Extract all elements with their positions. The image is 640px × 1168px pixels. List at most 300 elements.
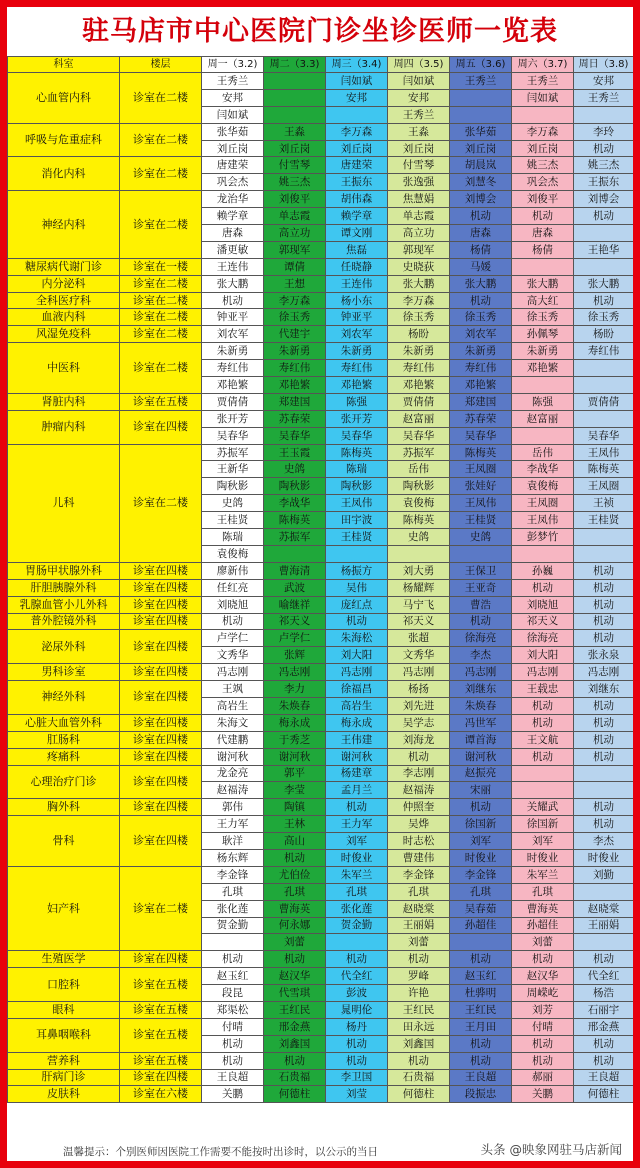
- table-row: [8, 681, 634, 698]
- doctor-cell: 邓艳繁: [264, 377, 326, 394]
- table-body: [8, 73, 634, 1103]
- doctor-cell: 高山: [264, 833, 326, 850]
- doctor-cell: 王秀兰: [450, 73, 512, 90]
- doctor-cell: 苏春荣: [450, 410, 512, 427]
- doctor-cell: 王良超: [574, 1069, 634, 1086]
- doctor-cell: 安邦: [574, 73, 634, 90]
- doctor-cell: 刘农军: [202, 326, 264, 343]
- watermark: 头条 @映象网驻马店新闻: [478, 1138, 625, 1160]
- column-header: 周一（3.2): [202, 57, 264, 73]
- doctor-cell: 机动: [574, 799, 634, 816]
- department-name: 肛肠科: [8, 731, 120, 748]
- doctor-cell: 陈强: [326, 393, 388, 410]
- doctor-cell: 机动: [388, 951, 450, 968]
- doctor-cell: 李杰: [450, 647, 512, 664]
- column-header: 周六（3.7): [512, 57, 574, 73]
- department-name: 肾脏内科: [8, 393, 120, 410]
- doctor-cell: 郭现军: [264, 241, 326, 258]
- department-floor: 诊室在四楼: [120, 951, 202, 968]
- doctor-cell: 于秀芝: [264, 731, 326, 748]
- column-header: 周三（3.4): [326, 57, 388, 73]
- doctor-cell: 苏振军: [264, 529, 326, 546]
- doctor-cell: 时俊业: [450, 849, 512, 866]
- doctor-cell: 寿红伟: [326, 360, 388, 377]
- doctor-cell: 祁天义: [264, 613, 326, 630]
- doctor-cell: 唐森: [512, 225, 574, 242]
- doctor-cell: 机动: [574, 596, 634, 613]
- doctor-cell: 冯世军: [450, 714, 512, 731]
- doctor-cell: 李杰: [574, 833, 634, 850]
- doctor-cell: 王桂贤: [450, 512, 512, 529]
- doctor-cell: [264, 73, 326, 90]
- doctor-cell: [450, 89, 512, 106]
- department-name: 胸外科: [8, 799, 120, 816]
- doctor-cell: 邓艳繁: [388, 377, 450, 394]
- department-name: 呼吸与危重症科: [8, 123, 120, 157]
- doctor-cell: 王玉霞: [264, 444, 326, 461]
- doctor-cell: 吴烨: [388, 816, 450, 833]
- doctor-cell: 马媛: [450, 258, 512, 275]
- department-floor: 诊室在二楼: [120, 123, 202, 157]
- doctor-cell: 朱焕春: [450, 697, 512, 714]
- doctor-cell: 姚三杰: [574, 157, 634, 174]
- doctor-cell: [512, 765, 574, 782]
- doctor-cell: 杨东辉: [202, 849, 264, 866]
- doctor-cell: 时俊业: [326, 849, 388, 866]
- doctor-cell: 孙超佳: [512, 917, 574, 934]
- doctor-cell: 王秀兰: [574, 89, 634, 106]
- doctor-cell: 徐海亮: [512, 630, 574, 647]
- department-floor: 诊室在二楼: [120, 866, 202, 950]
- doctor-cell: 机动: [202, 292, 264, 309]
- doctor-cell: 张开芳: [326, 410, 388, 427]
- department-name: 心理治疗门诊: [8, 765, 120, 799]
- doctor-cell: 刘军: [512, 833, 574, 850]
- doctor-cell: [264, 106, 326, 123]
- doctor-cell: 孔琪: [388, 883, 450, 900]
- doctor-cell: 王淼: [388, 123, 450, 140]
- department-floor: 诊室在四楼: [120, 630, 202, 664]
- doctor-cell: 赵晓棠: [388, 900, 450, 917]
- doctor-cell: 机动: [326, 1052, 388, 1069]
- doctor-cell: 钟亚平: [326, 309, 388, 326]
- table-row: [8, 664, 634, 681]
- table-row: [8, 123, 634, 140]
- doctor-cell: 喻继祥: [264, 596, 326, 613]
- doctor-cell: 史晓荻: [388, 258, 450, 275]
- doctor-cell: 王文航: [512, 731, 574, 748]
- doctor-cell: 曹海清: [264, 562, 326, 579]
- department-floor: 诊室在四楼: [120, 816, 202, 867]
- doctor-cell: 曹海英: [264, 900, 326, 917]
- doctor-cell: 史鸽: [264, 461, 326, 478]
- doctor-cell: 机动: [326, 1035, 388, 1052]
- doctor-cell: 贾倩倩: [202, 393, 264, 410]
- doctor-cell: 时志松: [388, 833, 450, 850]
- doctor-cell: 冯志刚: [512, 664, 574, 681]
- doctor-cell: 田永远: [388, 1018, 450, 1035]
- doctor-cell: 机动: [512, 1035, 574, 1052]
- table-row: [8, 191, 634, 208]
- doctor-cell: 尤伯俭: [264, 866, 326, 883]
- doctor-cell: 郑建国: [450, 393, 512, 410]
- doctor-cell: 赵福涛: [388, 782, 450, 799]
- doctor-cell: 机动: [574, 613, 634, 630]
- department-name: 中医科: [8, 343, 120, 394]
- department-floor: 诊室在四楼: [120, 714, 202, 731]
- doctor-cell: 赵福涛: [202, 782, 264, 799]
- doctor-cell: 机动: [512, 1052, 574, 1069]
- doctor-cell: 巩会杰: [512, 174, 574, 191]
- doctor-cell: [202, 934, 264, 951]
- doctor-cell: 机动: [450, 951, 512, 968]
- doctor-cell: 机动: [264, 951, 326, 968]
- doctor-cell: 机动: [574, 816, 634, 833]
- doctor-cell: 胡晨岚: [450, 157, 512, 174]
- doctor-cell: 李玲: [574, 123, 634, 140]
- doctor-cell: 王月田: [450, 1018, 512, 1035]
- table-row: [8, 1018, 634, 1035]
- doctor-cell: 张逸强: [388, 174, 450, 191]
- doctor-cell: 高大红: [512, 292, 574, 309]
- doctor-cell: 王伟建: [326, 731, 388, 748]
- doctor-cell: 赵晓棠: [574, 900, 634, 917]
- doctor-cell: 徐福昌: [326, 681, 388, 698]
- doctor-cell: 刘丘岗: [202, 140, 264, 157]
- doctor-cell: 付雪琴: [264, 157, 326, 174]
- doctor-cell: 谭文刚: [326, 225, 388, 242]
- doctor-cell: 徐国新: [450, 816, 512, 833]
- department-floor: 诊室在二楼: [120, 326, 202, 343]
- doctor-cell: 吴春华: [264, 427, 326, 444]
- department-name: 骨科: [8, 816, 120, 867]
- doctor-cell: 袁俊梅: [388, 495, 450, 512]
- doctor-cell: [574, 883, 634, 900]
- doctor-cell: 陈瑞: [202, 529, 264, 546]
- doctor-cell: 闫如斌: [388, 73, 450, 90]
- doctor-cell: 杨浩: [574, 985, 634, 1002]
- doctor-cell: 单志霞: [264, 208, 326, 225]
- doctor-cell: 机动: [574, 748, 634, 765]
- doctor-cell: 刘军: [326, 833, 388, 850]
- department-name: 肿瘤内科: [8, 410, 120, 444]
- doctor-cell: 吴春茹: [450, 900, 512, 917]
- doctor-cell: 刘丘岗: [264, 140, 326, 157]
- doctor-cell: 钟亚平: [202, 309, 264, 326]
- doctor-cell: 杨盼: [574, 326, 634, 343]
- doctor-cell: [326, 934, 388, 951]
- doctor-cell: 王艳华: [574, 241, 634, 258]
- department-name: 风湿免疫科: [8, 326, 120, 343]
- doctor-cell: [574, 410, 634, 427]
- doctor-cell: 刘农军: [450, 326, 512, 343]
- doctor-cell: 徐国新: [512, 816, 574, 833]
- department-name: 心血管内科: [8, 73, 120, 124]
- doctor-cell: 王凤伟: [574, 444, 634, 461]
- doctor-cell: 彭梦竹: [512, 529, 574, 546]
- doctor-cell: [512, 106, 574, 123]
- doctor-cell: 吴春华: [202, 427, 264, 444]
- doctor-cell: 刘军: [450, 833, 512, 850]
- doctor-cell: 刘芳: [512, 1001, 574, 1018]
- department-floor: 诊室在五楼: [120, 393, 202, 410]
- doctor-cell: 张华茹: [202, 123, 264, 140]
- department-floor: 诊室在六楼: [120, 1086, 202, 1103]
- department-name: 口腔科: [8, 968, 120, 1002]
- doctor-cell: 刘大阳: [326, 647, 388, 664]
- doctor-cell: 吴学志: [388, 714, 450, 731]
- doctor-cell: 寿红伟: [202, 360, 264, 377]
- doctor-cell: 段昆: [202, 985, 264, 1002]
- table-row: [8, 343, 634, 360]
- doctor-cell: 史鸽: [202, 495, 264, 512]
- column-header: 楼层: [120, 57, 202, 73]
- doctor-cell: 冯志刚: [264, 664, 326, 681]
- doctor-cell: 机动: [450, 1035, 512, 1052]
- department-name: 肝胆胰腺外科: [8, 579, 120, 596]
- department-name: 神经外科: [8, 681, 120, 715]
- doctor-cell: 吴春华: [574, 427, 634, 444]
- doctor-cell: 庞红点: [326, 596, 388, 613]
- department-name: 耳鼻咽喉科: [8, 1018, 120, 1052]
- doctor-cell: 史鸽: [450, 529, 512, 546]
- doctor-cell: 谢河秋: [264, 748, 326, 765]
- doctor-cell: 彭波: [326, 985, 388, 1002]
- doctor-cell: 谢河秋: [326, 748, 388, 765]
- table-row: [8, 410, 634, 427]
- doctor-cell: [450, 545, 512, 562]
- doctor-cell: 史鸽: [388, 529, 450, 546]
- doctor-cell: 郭现军: [388, 241, 450, 258]
- table-row: [8, 326, 634, 343]
- doctor-cell: 邢金燕: [264, 1018, 326, 1035]
- doctor-cell: 谢河秋: [450, 748, 512, 765]
- table-row: [8, 731, 634, 748]
- doctor-cell: 王新华: [202, 461, 264, 478]
- doctor-cell: 机动: [202, 613, 264, 630]
- table-row: [8, 444, 634, 461]
- doctor-cell: 王丽娟: [388, 917, 450, 934]
- department-floor: 诊室在五楼: [120, 1052, 202, 1069]
- doctor-cell: 冯志刚: [450, 664, 512, 681]
- doctor-cell: 武波: [264, 579, 326, 596]
- doctor-cell: 吴春华: [326, 427, 388, 444]
- doctor-cell: 段振忠: [450, 1086, 512, 1103]
- doctor-cell: 孙巍: [512, 562, 574, 579]
- department-floor: 诊室在五楼: [120, 968, 202, 1002]
- doctor-cell: 谭倩: [264, 258, 326, 275]
- doctor-cell: 李金锋: [388, 866, 450, 883]
- department-floor: 诊室在四楼: [120, 664, 202, 681]
- doctor-cell: 机动: [388, 748, 450, 765]
- doctor-cell: 闫如斌: [512, 89, 574, 106]
- department-floor: 诊室在五楼: [120, 1001, 202, 1018]
- doctor-cell: [574, 529, 634, 546]
- page-frame: [7, 7, 633, 1161]
- doctor-cell: 任红亮: [202, 579, 264, 596]
- doctor-cell: 祁天义: [512, 613, 574, 630]
- department-name: 眼科: [8, 1001, 120, 1018]
- doctor-cell: 张娃好: [450, 478, 512, 495]
- department-name: 妇产科: [8, 866, 120, 950]
- doctor-cell: 机动: [574, 697, 634, 714]
- doctor-cell: 王凤圈: [450, 461, 512, 478]
- doctor-cell: 机动: [512, 951, 574, 968]
- doctor-cell: 杨丹: [326, 1018, 388, 1035]
- doctor-cell: 赵玉红: [202, 968, 264, 985]
- doctor-cell: 陈梅英: [574, 461, 634, 478]
- doctor-cell: 曹建伟: [388, 849, 450, 866]
- doctor-cell: 郝丽: [512, 1069, 574, 1086]
- doctor-cell: [450, 106, 512, 123]
- department-name: 皮肤科: [8, 1086, 120, 1103]
- doctor-cell: 文秀华: [202, 647, 264, 664]
- department-name: 神经内科: [8, 191, 120, 259]
- table-row: [8, 748, 634, 765]
- doctor-cell: [512, 545, 574, 562]
- doctor-cell: 刘俊平: [512, 191, 574, 208]
- doctor-cell: 卢学仁: [202, 630, 264, 647]
- department-floor: 诊室在四楼: [120, 681, 202, 715]
- doctor-cell: 刘晓旭: [202, 596, 264, 613]
- doctor-cell: 刘继东: [450, 681, 512, 698]
- doctor-cell: 郑渠松: [202, 1001, 264, 1018]
- department-name: 普外腔镜外科: [8, 613, 120, 630]
- doctor-cell: 机动: [512, 579, 574, 596]
- doctor-cell: 郭伟: [202, 799, 264, 816]
- doctor-cell: 孔琪: [202, 883, 264, 900]
- doctor-cell: 孟月兰: [326, 782, 388, 799]
- doctor-cell: 寿红伟: [264, 360, 326, 377]
- table-row: [8, 157, 634, 174]
- doctor-cell: 寿红伟: [450, 360, 512, 377]
- doctor-cell: 邓艳繁: [512, 360, 574, 377]
- table-row: [8, 1001, 634, 1018]
- doctor-cell: 刘丘岗: [512, 140, 574, 157]
- doctor-cell: 邢金燕: [574, 1018, 634, 1035]
- doctor-cell: 刘莹: [326, 1086, 388, 1103]
- doctor-cell: 苏振军: [202, 444, 264, 461]
- doctor-cell: 机动: [512, 697, 574, 714]
- doctor-cell: 王连伟: [326, 275, 388, 292]
- doctor-cell: 刘继东: [574, 681, 634, 698]
- doctor-cell: 机动: [574, 630, 634, 647]
- doctor-cell: 王保卫: [450, 562, 512, 579]
- doctor-cell: 王桂贤: [326, 529, 388, 546]
- doctor-cell: 机动: [326, 799, 388, 816]
- schedule-table: [7, 56, 633, 1103]
- doctor-cell: 杨建章: [326, 765, 388, 782]
- table-row: [8, 1069, 634, 1086]
- doctor-cell: 寿红伟: [574, 343, 634, 360]
- doctor-cell: 刘慧冬: [450, 174, 512, 191]
- doctor-cell: 机动: [574, 562, 634, 579]
- doctor-cell: 宋丽: [450, 782, 512, 799]
- doctor-cell: 朱军兰: [326, 866, 388, 883]
- table-row: [8, 714, 634, 731]
- doctor-cell: 安邦: [202, 89, 264, 106]
- doctor-cell: 孔琪: [512, 883, 574, 900]
- doctor-cell: 赵汉华: [264, 968, 326, 985]
- doctor-cell: 刘勤: [574, 866, 634, 883]
- department-floor: 诊室在二楼: [120, 157, 202, 191]
- doctor-cell: 王力军: [202, 816, 264, 833]
- doctor-cell: 高立功: [264, 225, 326, 242]
- doctor-cell: 赵富丽: [388, 410, 450, 427]
- department-floor: 诊室在四楼: [120, 579, 202, 596]
- doctor-cell: [574, 258, 634, 275]
- doctor-cell: 贺金勤: [202, 917, 264, 934]
- doctor-cell: 杨扬: [388, 681, 450, 698]
- doctor-cell: 邓艳繁: [326, 377, 388, 394]
- column-header: 周五（3.6): [450, 57, 512, 73]
- department-floor: 诊室在四楼: [120, 613, 202, 630]
- doctor-cell: 单志霞: [388, 208, 450, 225]
- doctor-cell: 机动: [202, 951, 264, 968]
- doctor-cell: 付晴: [512, 1018, 574, 1035]
- doctor-cell: 机动: [574, 579, 634, 596]
- department-name: 乳腺血管小儿外科: [8, 596, 120, 613]
- doctor-cell: 陈梅英: [264, 512, 326, 529]
- doctor-cell: 机动: [450, 292, 512, 309]
- doctor-cell: 王振东: [574, 174, 634, 191]
- department-name: 生殖医学: [8, 951, 120, 968]
- doctor-cell: 袁俊梅: [202, 545, 264, 562]
- column-header: 周日（3.8): [574, 57, 634, 73]
- doctor-cell: 朱新勇: [326, 343, 388, 360]
- doctor-cell: 机动: [326, 613, 388, 630]
- doctor-cell: 吴伟: [326, 579, 388, 596]
- doctor-cell: 李战华: [512, 461, 574, 478]
- doctor-cell: 邓艳繁: [202, 377, 264, 394]
- doctor-cell: [574, 765, 634, 782]
- doctor-cell: [574, 377, 634, 394]
- department-name: 肝病门诊: [8, 1069, 120, 1086]
- doctor-cell: 贺金勤: [326, 917, 388, 934]
- doctor-cell: 吴春华: [388, 427, 450, 444]
- doctor-cell: 机动: [512, 208, 574, 225]
- doctor-cell: 冯志刚: [202, 664, 264, 681]
- doctor-cell: 朱海文: [202, 714, 264, 731]
- doctor-cell: 王秀兰: [202, 73, 264, 90]
- doctor-cell: 唐建荣: [326, 157, 388, 174]
- department-floor: 诊室在四楼: [120, 731, 202, 748]
- doctor-cell: 机动: [512, 748, 574, 765]
- doctor-cell: 潘更敏: [202, 241, 264, 258]
- doctor-cell: 马宁飞: [388, 596, 450, 613]
- doctor-cell: 刘丘岗: [388, 140, 450, 157]
- doctor-cell: 徐玉秀: [512, 309, 574, 326]
- doctor-cell: 机动: [574, 292, 634, 309]
- table-row: [8, 393, 634, 410]
- doctor-cell: 许艳: [388, 985, 450, 1002]
- doctor-cell: 朱焕春: [264, 697, 326, 714]
- doctor-cell: 李金锋: [450, 866, 512, 883]
- doctor-cell: 刘蕾: [264, 934, 326, 951]
- doctor-cell: [512, 782, 574, 799]
- doctor-cell: 张永泉: [574, 647, 634, 664]
- doctor-cell: 陶镇: [264, 799, 326, 816]
- doctor-cell: 张华茹: [450, 123, 512, 140]
- doctor-cell: 苏春荣: [264, 410, 326, 427]
- doctor-cell: 田宇波: [326, 512, 388, 529]
- doctor-cell: 姚三杰: [264, 174, 326, 191]
- doctor-cell: 杨盼: [388, 326, 450, 343]
- department-name: 内分泌科: [8, 275, 120, 292]
- doctor-cell: 王载忠: [512, 681, 574, 698]
- table-row: [8, 292, 634, 309]
- table-row: [8, 309, 634, 326]
